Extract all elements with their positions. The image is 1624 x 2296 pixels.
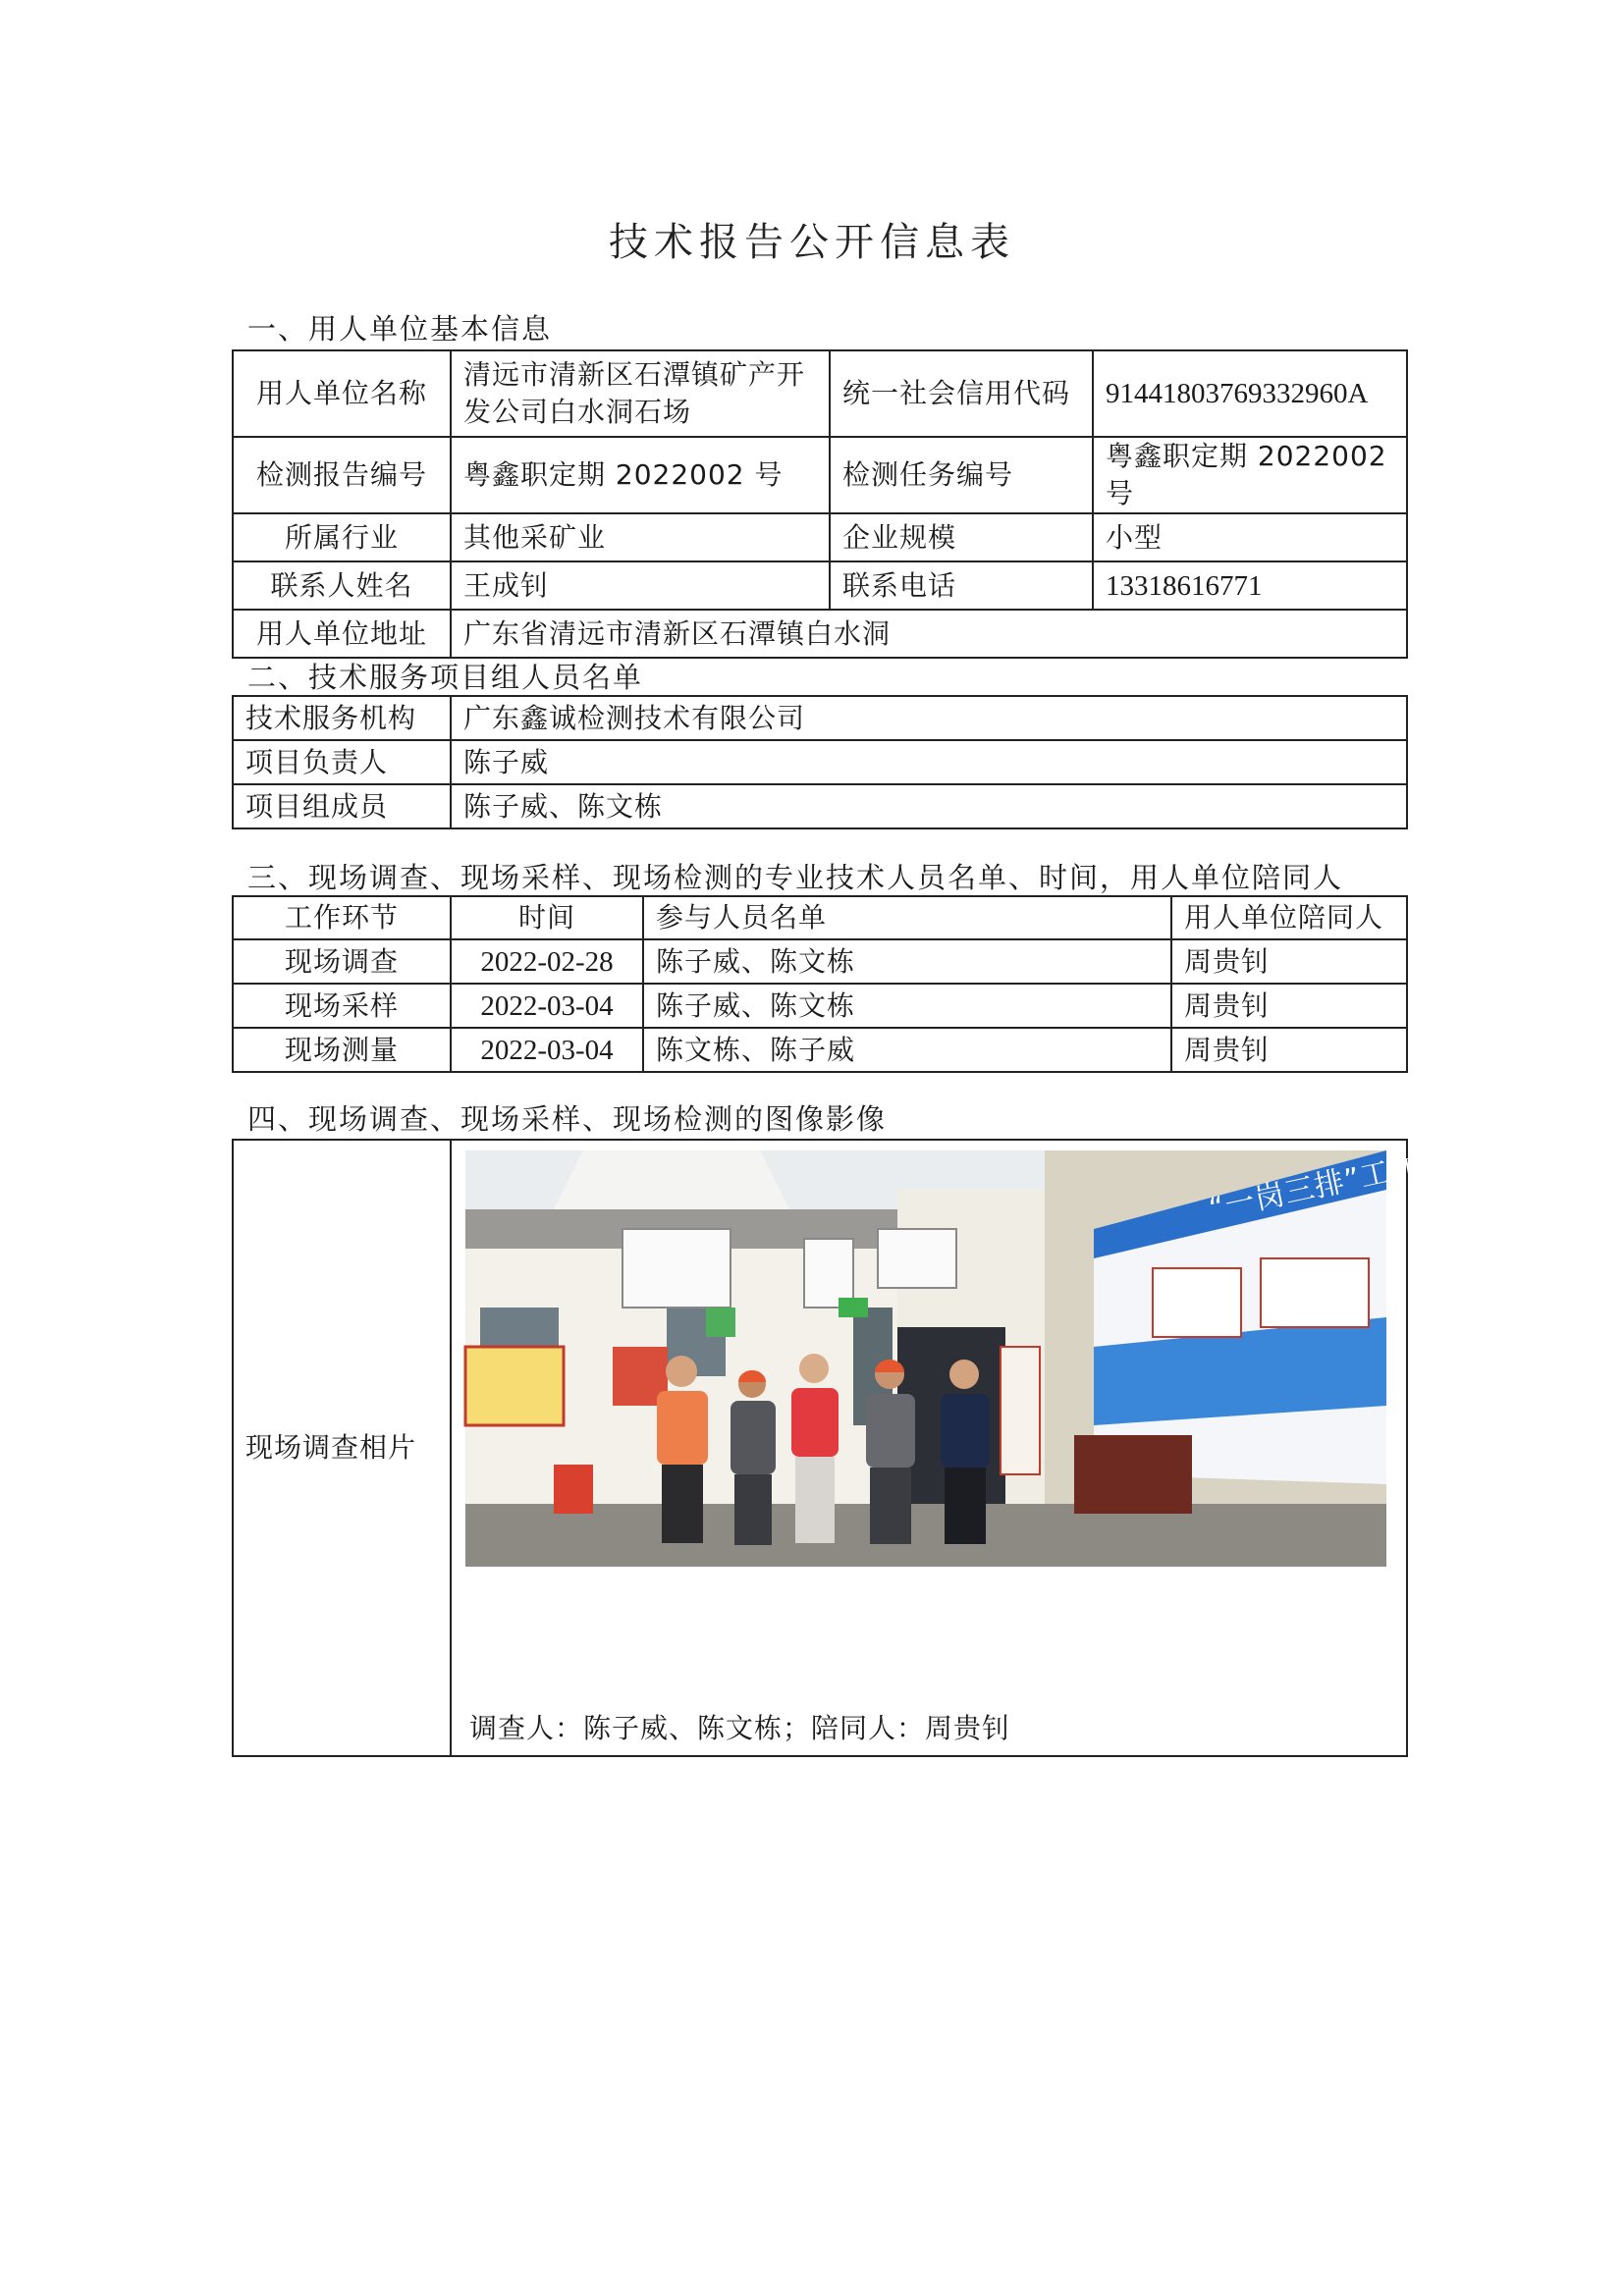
members-label: 项目组成员 xyxy=(233,784,451,828)
field-escort: 周贵钊 xyxy=(1171,1028,1407,1072)
address-label: 用人单位地址 xyxy=(233,610,451,658)
field-people: 陈文栋、陈子威 xyxy=(643,1028,1171,1072)
banner-text: “一岗三排”工作机制 xyxy=(1206,1136,1484,1227)
survey-photo xyxy=(465,1136,1484,1567)
image-label: 现场调查相片 xyxy=(233,1140,451,1756)
industry-label: 所属行业 xyxy=(233,513,451,561)
table-row xyxy=(233,1028,1407,1072)
page-title: 技术报告公开信息表 xyxy=(609,220,1015,265)
org-label: 技术服务机构 xyxy=(233,696,451,740)
field-stage: 现场测量 xyxy=(233,1028,451,1072)
members-value: 陈子威、陈文栋 xyxy=(451,784,1407,828)
field-header-people: 参与人员名单 xyxy=(643,896,1171,939)
unit-name-label: 用人单位名称 xyxy=(233,350,451,437)
image-cell xyxy=(451,1136,1484,1756)
scale-value: 小型 xyxy=(1093,513,1407,561)
task-no-label: 检测任务编号 xyxy=(830,437,1093,513)
field-time: 2022-03-04 xyxy=(451,1028,643,1072)
basic-info-table xyxy=(232,349,1408,659)
section-3-heading: 三、现场调查、现场采样、现场检测的专业技术人员名单、时间，用人单位陪同人 xyxy=(247,861,1344,894)
field-escort: 周贵钊 xyxy=(1171,939,1407,984)
field-people: 陈子威、陈文栋 xyxy=(643,984,1171,1028)
contact-label: 联系人姓名 xyxy=(233,561,451,610)
unit-name-value: 清远市清新区石潭镇矿产开发公司白水洞石场 xyxy=(451,350,830,437)
field-header-time: 时间 xyxy=(451,896,643,939)
field-time: 2022-03-04 xyxy=(451,984,643,1028)
phone-label: 联系电话 xyxy=(830,561,1093,610)
scale-label: 企业规模 xyxy=(830,513,1093,561)
section-1-heading: 一、用人单位基本信息 xyxy=(247,312,553,346)
section-4-heading: 四、现场调查、现场采样、现场检测的图像影像 xyxy=(247,1102,888,1136)
address-value: 广东省清远市清新区石潭镇白水洞 xyxy=(451,610,1407,658)
leader-label: 项目负责人 xyxy=(233,740,451,784)
leader-value: 陈子威 xyxy=(451,740,1407,784)
field-escort: 周贵钊 xyxy=(1171,984,1407,1028)
photo-caption: 调查人：陈子威、陈文栋；陪同人：周贵钊 xyxy=(469,1712,1011,1744)
industry-value: 其他采矿业 xyxy=(451,513,830,561)
contact-value: 王成钊 xyxy=(451,561,830,610)
field-header-escort: 用人单位陪同人 xyxy=(1171,896,1407,939)
table-row xyxy=(233,939,1407,984)
field-work-table xyxy=(232,895,1408,1073)
report-no-value: 粤鑫职定期 2022002 号 xyxy=(451,437,830,513)
field-header-stage: 工作环节 xyxy=(233,896,451,939)
credit-code-label: 统一社会信用代码 xyxy=(830,350,1093,437)
field-stage: 现场采样 xyxy=(233,984,451,1028)
task-no-value: 粤鑫职定期 2022002 号 xyxy=(1093,437,1407,513)
field-stage: 现场调查 xyxy=(233,939,451,984)
section-2-heading: 二、技术服务项目组人员名单 xyxy=(247,661,644,694)
phone-value: 13318616771 xyxy=(1093,561,1407,610)
field-time: 2022-02-28 xyxy=(451,939,643,984)
table-row xyxy=(233,984,1407,1028)
field-people: 陈子威、陈文栋 xyxy=(643,939,1171,984)
report-no-label: 检测报告编号 xyxy=(233,437,451,513)
team-table xyxy=(232,695,1408,829)
credit-code-value: 91441803769332960A xyxy=(1093,350,1407,437)
image-table xyxy=(232,1136,1484,1757)
org-value: 广东鑫诚检测技术有限公司 xyxy=(451,696,1407,740)
